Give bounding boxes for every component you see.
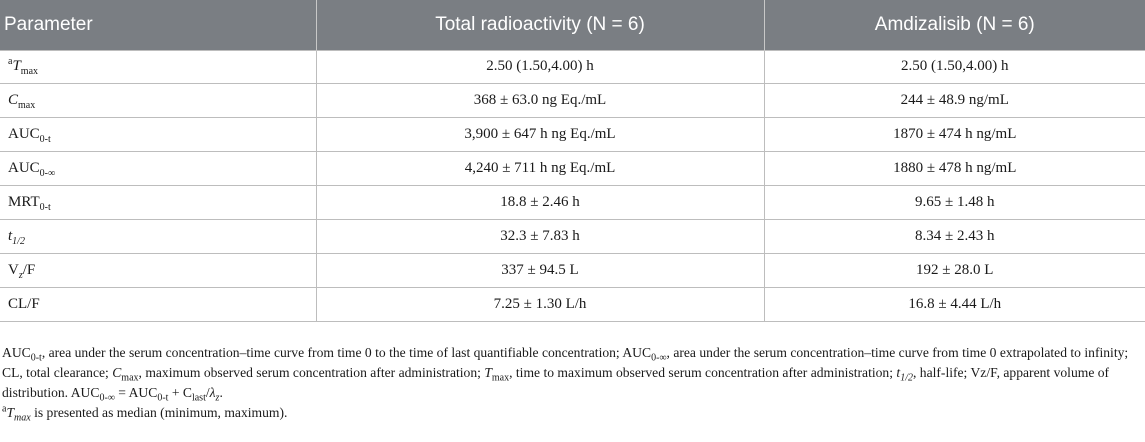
fn-symbol: C [112,365,122,380]
amdizalisib-cell: 8.34 ± 2.43 h [764,219,1145,253]
total-radioactivity-cell: 2.50 (1.50,4.00) h [316,50,764,83]
param-cell [0,50,316,83]
param-cell [0,185,316,219]
fn-sub: 0-∞ [99,392,115,404]
fn-text: , maximum observed serum concentration after administration; [138,365,485,380]
total-radioactivity-cell: 7.25 ± 1.30 L/h [316,287,764,321]
table-row [0,50,1145,83]
fn-sub: z [215,392,220,404]
param-subscript: 0-t [39,201,51,213]
table-header [0,0,1145,50]
table-row [0,287,1145,321]
fn-symbol: T [6,405,15,420]
param-suffix: /F [22,261,36,278]
param-cell [0,287,316,321]
param-symbol: AUC [8,159,40,176]
amdizalisib-cell: 244 ± 48.9 ng/mL [764,83,1145,117]
fn-text: / [205,385,210,400]
fn-sub: 0-t [157,392,169,404]
amdizalisib-cell: 1880 ± 478 h ng/mL [764,151,1145,185]
param-cell [0,83,316,117]
amdizalisib-cell: 16.8 ± 4.44 L/h [764,287,1145,321]
param-symbol: AUC [8,125,40,142]
fn-text: . [219,385,223,400]
footnote-marker: a [2,403,7,415]
fn-sub: 1/2 [900,372,913,384]
param-subscript: max [20,66,39,77]
param-symbol: CL/F [8,295,40,312]
total-radioactivity-cell: 368 ± 63.0 ng Eq./mL [316,83,764,117]
param-symbol: T [12,58,21,74]
total-radioactivity-cell: 18.8 ± 2.46 h [316,185,764,219]
table-row [0,253,1145,287]
table-row [0,185,1145,219]
abbreviations-note [2,343,1142,403]
fn-symbol: T [484,365,492,380]
param-cell [0,253,316,287]
footnote-marker: a [8,56,13,67]
amdizalisib-cell: 192 ± 28.0 L [764,253,1145,287]
table-row [0,117,1145,151]
fn-text: = AUC [114,385,158,400]
total-radioactivity-cell: 32.3 ± 7.83 h [316,219,764,253]
param-cell [0,151,316,185]
fn-sub: last [191,392,206,404]
param-symbol: MRT [8,193,40,210]
fn-text: , time to maximum observed serum concentration after administration; [509,365,897,380]
amdizalisib-cell: 2.50 (1.50,4.00) h [764,50,1145,83]
table-body [0,50,1145,321]
param-symbol: C [8,91,19,108]
total-radioactivity-cell: 4,240 ± 711 h ng Eq./mL [316,151,764,185]
table-row [0,83,1145,117]
fn-symbol: λ [209,385,216,400]
total-radioactivity-cell: 3,900 ± 647 h ng Eq./mL [316,117,764,151]
header-parameter: Parameter [4,13,93,35]
fn-text: + C [168,385,192,400]
amdizalisib-cell: 1870 ± 474 h ng/mL [764,117,1145,151]
param-symbol: V [8,261,19,278]
fn-sub: 0-∞ [651,352,667,364]
fn-sub: max [14,412,31,424]
param-subscript: 1/2 [12,235,25,247]
param-subscript: 0-∞ [39,167,56,179]
fn-text: is presented as median (minimum, maximum). [30,405,288,420]
header-amdizalisib: Amdizalisib (N = 6) [764,0,1145,50]
param-subscript: 0-t [39,133,51,145]
header-row [0,0,1145,50]
median-note [2,403,1142,423]
fn-symbol: t [896,365,901,380]
param-cell [0,117,316,151]
header-total-radioactivity: Total radioactivity (N = 6) [316,0,764,50]
param-cell [0,219,316,253]
table-row [0,219,1145,253]
fn-sub: max [491,372,510,384]
fn-text: , area under the serum concentration–time curve from time 0 to the time of last quantifiable concentration; AUC [41,345,652,360]
table-row [0,151,1145,185]
fn-sub: max [121,372,139,384]
amdizalisib-cell: 9.65 ± 1.48 h [764,185,1145,219]
total-radioactivity-cell: 337 ± 94.5 L [316,253,764,287]
fn-text: , area under the serum concentration–time curve from time 0 extrapolated to infinity; CL, total clearance; [2,345,1129,380]
param-symbol: t [8,227,13,244]
fn-sub: 0-t [30,352,42,364]
table-footnote [0,343,1142,423]
fn-text: AUC [2,345,31,360]
param-subscript: z [18,269,23,281]
param-subscript: max [18,99,36,111]
fn-text: , half-life; Vz/F, apparent volume of distribution. AUC [2,365,1110,400]
